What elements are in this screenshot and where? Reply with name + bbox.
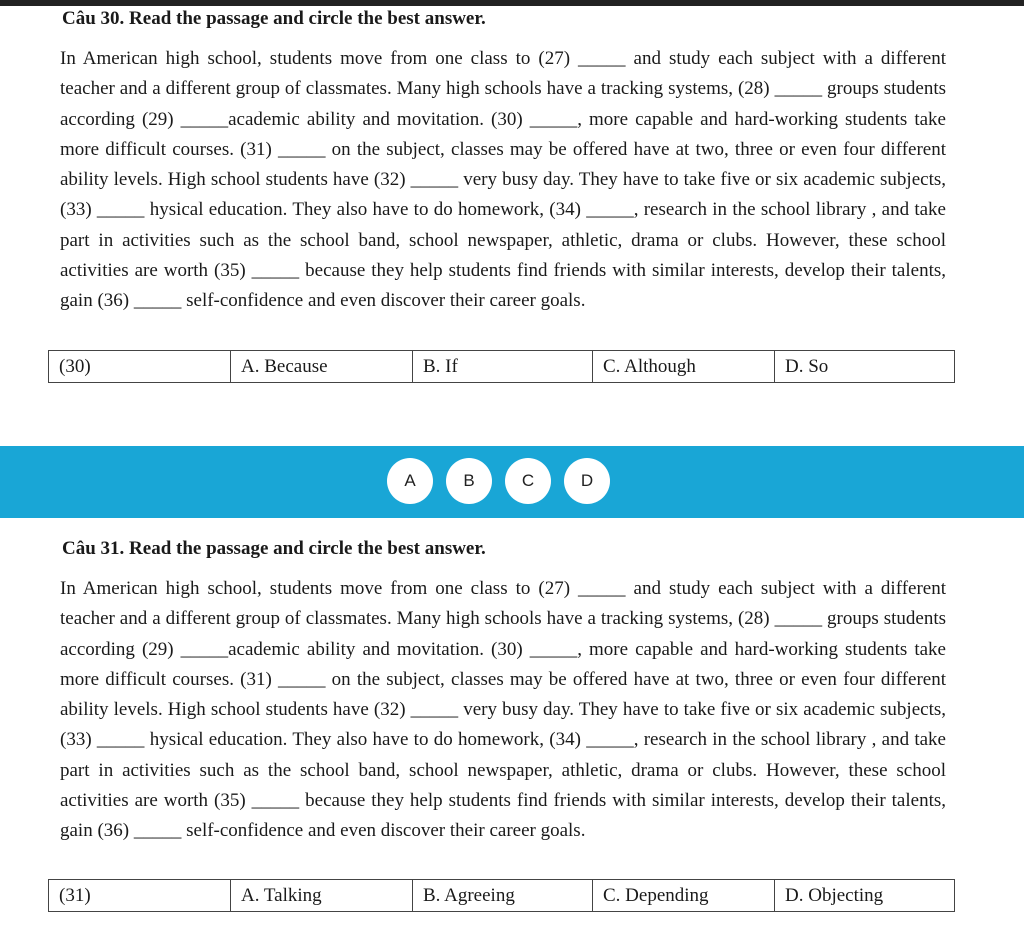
top-border [0, 0, 1024, 6]
option-d-cell[interactable]: D. Objecting [775, 880, 955, 912]
answer-a-button[interactable]: A [387, 458, 433, 504]
option-b-cell[interactable]: B. Agreeing [413, 880, 593, 912]
question-30-options-table [48, 350, 955, 383]
answer-d-button[interactable]: D [564, 458, 610, 504]
option-d-cell[interactable]: D. So [775, 351, 955, 383]
option-a-cell[interactable]: A. Talking [231, 880, 413, 912]
option-a-cell[interactable]: A. Because [231, 351, 413, 383]
question-number-cell: (30) [49, 351, 231, 383]
question-30-title: Câu 30. Read the passage and circle the best answer. [62, 8, 486, 29]
question-31-passage: In American high school, students move from one class to (27) _____ and study each subject with a different teacher and a different group of classmates. Many high schools have a tracking systems, (28) _____ groups students according (29) _____academic ability and movitation. (30) _____, more capable and hard-working students take more difficult courses. (31) _____ on the subject, classes may be offered have at two, three or even four different ability levels. High school students have (32) _____ very busy day. They have to take five or six academic subjects, (33) _____ hysical education. They also have to do homework, (34) _____, research in the school library , and take part in activities such as the school band, school newspaper, athletic, drama or clubs. However, these school activities are worth (35) _____ because they help students find friends with similar interests, develop their talents, gain (36) _____ self-confidence and even discover their career goals. [60, 578, 946, 842]
question-31-title: Câu 31. Read the passage and circle the best answer. [62, 538, 486, 559]
question-number-cell: (31) [49, 880, 231, 912]
table-row [49, 351, 955, 383]
option-c-cell[interactable]: C. Although [593, 351, 775, 383]
question-31-options-table [48, 879, 955, 912]
answer-c-button[interactable]: C [505, 458, 551, 504]
option-c-cell[interactable]: C. Depending [593, 880, 775, 912]
option-b-cell[interactable]: B. If [413, 351, 593, 383]
answer-b-button[interactable]: B [446, 458, 492, 504]
question-30-passage: In American high school, students move from one class to (27) _____ and study each subject with a different teacher and a different group of classmates. Many high schools have a tracking systems, (28) _____ groups students according (29) _____academic ability and movitation. (30) _____, more capable and hard-working students take more difficult courses. (31) _____ on the subject, classes may be offered have at two, three or even four different ability levels. High school students have (32) _____ very busy day. They have to take five or six academic subjects, (33) _____ hysical education. They also have to do homework, (34) _____, research in the school library , and take part in activities such as the school band, school newspaper, athletic, drama or clubs. However, these school activities are worth (35) _____ because they help students find friends with similar interests, develop their talents, gain (36) _____ self-confidence and even discover their career goals. [60, 48, 946, 312]
table-row [49, 880, 955, 912]
